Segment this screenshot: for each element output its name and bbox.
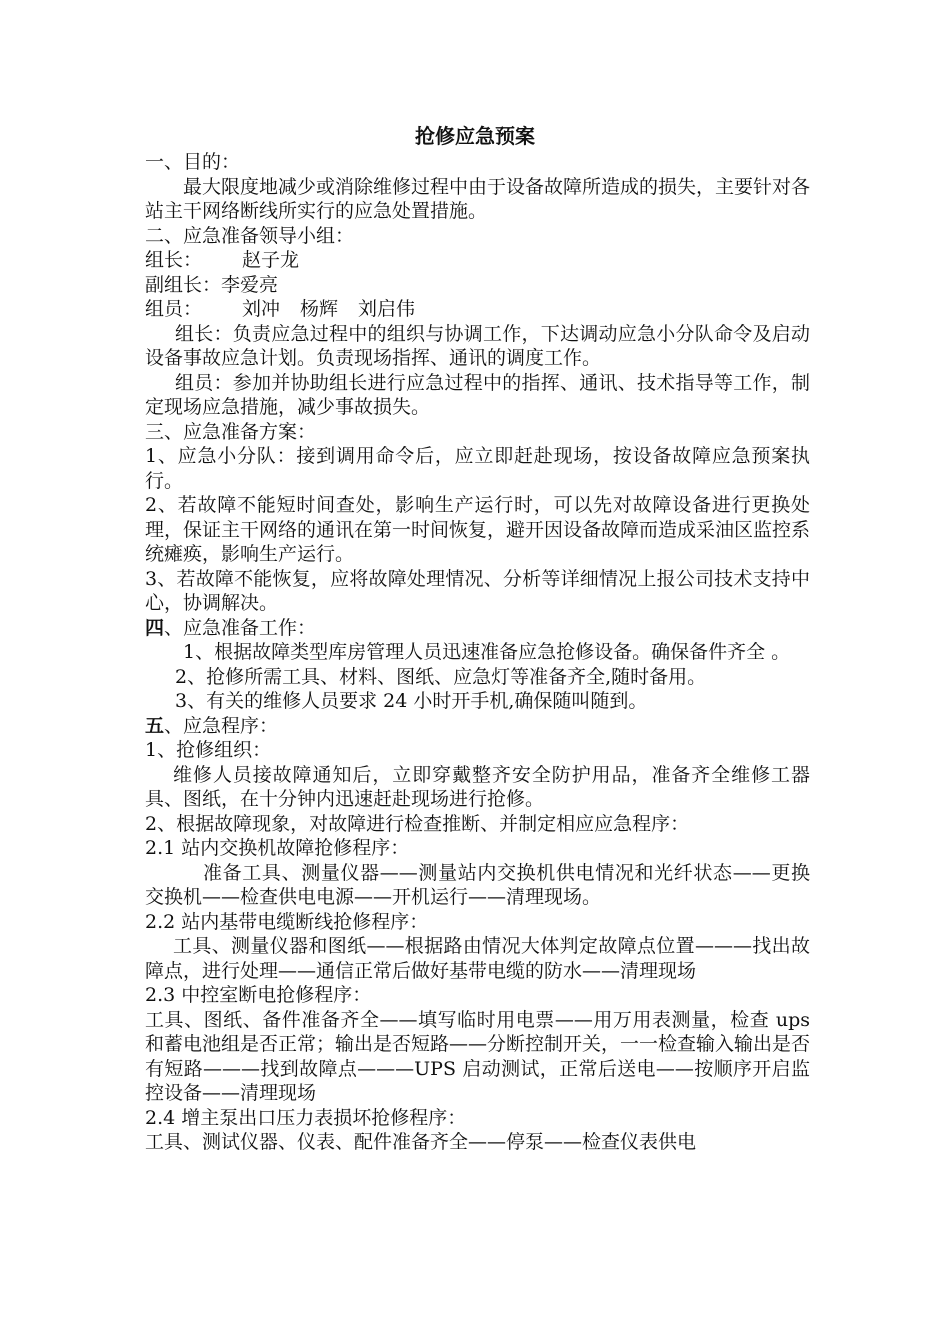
list-item: 3、有关的维修人员要求 24 小时开手机,确保随叫随到。 [175, 690, 648, 712]
section-number: 五 [145, 714, 165, 737]
paragraph: 工具、测试仪器、仪表、配件准备齐全——停泵——检查仪表供电 [145, 1131, 697, 1153]
paragraph: 维修人员接故障通知后，立即穿戴整齐安全防护用品，准备齐全维修工器具、图纸，在十分钟内迅速赶赴现场进行抢修。 [145, 763, 810, 810]
list-item: 1、应急小分队：接到调用命令后，应立即赶赴现场，按设备故障应急预案执行。 [145, 445, 810, 492]
leader-name: 赵子龙 [242, 249, 300, 271]
subheading: 2.2 站内基带电缆断线抢修程序： [145, 910, 429, 933]
paragraph: 工具、图纸、备件准备齐全——填写临时用电票——用万用表测量，检查 ups 和蓄电池组是否正常；输出是否短路——分断控制开关，一一检查输入输出是否有短路———找到故障点———UPS 启动测试，正常后送电——按顺序开启监控设备——清理现场 [145, 1008, 811, 1104]
deputy-line: 副组长：李爱亮 [145, 273, 279, 296]
leader-label: 组长： [145, 249, 203, 271]
section-number: 四 [145, 616, 165, 639]
leader-line [145, 248, 810, 273]
list-item: 2、抢修所需工具、材料、图纸、应急灯等准备齐全,随时备用。 [175, 665, 707, 688]
document-title: 抢修应急预案 [415, 124, 535, 148]
members-label: 组员： [145, 298, 203, 320]
subheading: 2.4 增主泵出口压力表损坏抢修程序： [145, 1106, 467, 1129]
member-name: 杨辉 [300, 298, 339, 320]
paragraph: 最大限度地减少或消除维修过程中由于设备故障所造成的损失，主要针对各站主干网络断线所实行的应急处置措施。 [145, 175, 811, 222]
section-heading-1: 一、目的： [145, 151, 241, 173]
paragraph: 准备工具、测量仪器——测量站内交换机供电情况和光纤状态——更换交换机——检查供电电源——开机运行——清理现场。 [145, 861, 810, 908]
list-item: 2、若故障不能短时间查处，影响生产运行时，可以先对故障设备进行更换处理，保证主干网络的通讯在第一时间恢复，避开因设备故障而造成采油区监控系统瘫痪，影响生产运行。 [145, 494, 811, 565]
document-body [145, 150, 810, 1155]
section-heading-4 [145, 616, 810, 641]
section-heading-3: 三、应急准备方案： [145, 420, 317, 443]
list-item: 1、根据故障类型库房管理人员迅速准备应急抢修设备。确保备件齐全 。 [183, 641, 791, 663]
paragraph: 组长：负责应急过程中的组织与协调工作，下达调动应急小分队命令及启动设备事故应急计划。负责现场指挥、通讯的调度工作。 [145, 322, 810, 369]
paragraph: 工具、测量仪器和图纸——根据路由情况大体判定故障点位置———找出故障点，进行处理——通信正常后做好基带电缆的防水——清理现场 [145, 935, 810, 982]
subheading: 2.1 站内交换机故障抢修程序： [145, 837, 410, 859]
subheading: 2.3 中控室断电抢修程序： [145, 984, 372, 1006]
list-item: 3、若故障不能恢复，应将故障处理情况、分析等详细情况上报公司技术支持中心，协调解决。 [145, 567, 810, 614]
member-name: 刘冲 [242, 298, 281, 320]
section-title: 、应急准备工作： [164, 616, 317, 639]
section-heading-5 [145, 714, 810, 739]
member-name: 刘启伟 [358, 298, 416, 320]
subheading: 2、根据故障现象，对故障进行检查推断、并制定相应应急程序： [145, 812, 690, 835]
members-line [145, 297, 810, 322]
section-title: 、应急程序： [164, 714, 279, 737]
paragraph: 组员：参加并协助组长进行应急过程中的指挥、通讯、技术指导等工作，制定现场应急措施，减少事故损失。 [145, 371, 810, 418]
subheading: 1、抢修组织： [145, 739, 272, 761]
section-heading-2: 二、应急准备领导小组： [145, 224, 355, 247]
